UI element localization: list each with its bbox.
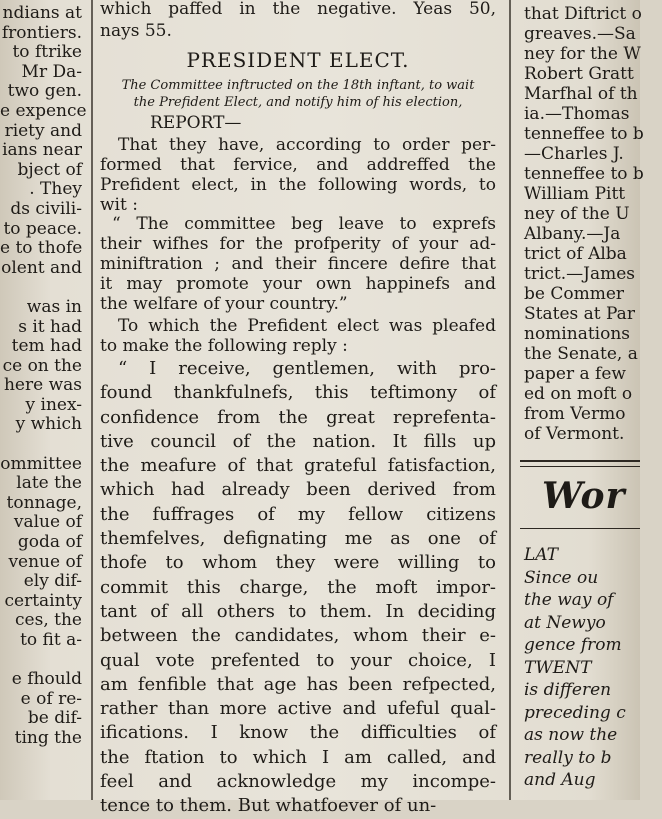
report-label: REPORT— [150,113,242,133]
masthead-rules [520,456,644,471]
right-text-line: ed on moft o [524,384,633,404]
right-text-line: nominations [524,324,631,344]
masthead-rule-top [520,460,640,462]
report-line: That they have, according to order per- [118,135,496,155]
right-lower-line: at Newyo [524,612,606,633]
right-text-line: Marfhal of th [524,84,638,104]
subhead-line: the Prefident Elect, and notify him of his election, [133,95,463,110]
right-lower-line: gence from [524,635,622,655]
left-text-line: be dif- [27,708,82,729]
main-top-line: nays 55. [100,21,172,41]
report-paragraph [100,135,496,215]
right-lower-line: is differen [524,680,612,700]
masthead-rule-bottom [520,528,640,529]
right-text-line: Albany.—Ja [524,224,621,244]
left-text-line [0,435,84,455]
left-text-line: e fhould [11,669,82,690]
main-top-line: which paffed in the negative. Yeas 50, [100,0,496,19]
reply-line: confidence from the great reprefenta- [100,406,496,428]
reply-intro [100,316,496,356]
left-text-line: goda of [17,532,82,553]
reply-line: found thankfulnefs, this teftimony of [100,382,496,404]
left-text-line: e expence [0,100,87,121]
right-text-line: States at Par [524,304,635,324]
president-reply [100,357,496,819]
right-column-text [520,4,644,444]
quote-line: miniftration ; and their fincere defire that [100,254,496,274]
quote-line: their wifhes for the profperity of your ad- [100,234,496,254]
article-subhead [100,77,496,111]
report-line: wit : [100,195,138,215]
intro-line: to make the following reply : [100,336,348,356]
reply-line: themfelves, defignating me as one of [100,528,496,550]
main-top-text [100,0,496,42]
article-heading: PRESIDENT ELECT. [186,48,410,72]
left-text-line: Mr Da- [21,61,82,82]
left-text-line: was in [26,296,82,317]
left-column [0,0,87,800]
right-text-line: be Commer [524,284,625,304]
right-lower-line: TWENT [524,657,592,678]
right-text-line: of Vermont. [524,424,625,444]
right-text-line: ia.—Thomas [524,104,630,124]
reply-line: feel and acknowledge my incompe- [100,771,496,793]
main-column [100,0,496,817]
report-line: Prefident elect, in the following words, to [100,175,496,195]
left-text-line: ces, the [15,610,82,631]
reply-line: the meafure of that grateful fatisfaction, [100,455,496,477]
reply-line: rather than more active and ufeful qual- [100,698,496,720]
report-line: formed that fervice, and addreffed the [100,155,496,175]
right-text-line: trict.—James [524,264,636,284]
right-text-line: tenneffee to b [524,164,644,184]
left-text-line: bject of [17,159,82,180]
right-text-line: from Vermo [524,404,626,424]
left-text-line: ommittee [0,453,82,474]
right-text-line: —Charles J. [524,144,624,164]
reply-line: ifications. I know the difficulties of [100,722,496,744]
left-text-line: s it had [18,316,82,337]
left-text-line: venue of [8,551,82,572]
right-text-line: greaves.—Sa [524,24,636,44]
left-text-line: to peace. [3,218,82,239]
right-text-line: ney of the U [524,204,630,224]
right-lower-line: the way of [524,590,614,610]
subhead-line: The Committee inftructed on the 18th inftant, to wait [121,78,475,93]
left-text-line: certainty [4,590,82,611]
right-lower-line: as now the [524,725,618,745]
left-text-line: tonnage, [6,492,82,513]
column-rule-left [91,0,93,800]
right-lower-line: really to b [524,747,612,768]
quote-line: the welfare of your country.” [100,294,348,314]
reply-line: the ftation to which I am called, and [100,746,496,768]
intro-line: To which the Prefident elect was pleafed [118,316,496,336]
right-text-line: ney for the W [524,44,641,64]
reply-line: which had already been derived from [100,479,496,501]
left-text-line: . They [29,179,82,200]
left-text-line [0,651,84,671]
right-column-lower-text [520,544,640,792]
reply-line: “ I receive, gentlemen, with pro- [118,358,496,379]
left-text-line: ting the [14,727,82,748]
left-text-line: frontiers. [1,22,82,43]
left-text-line [0,278,84,298]
left-text-line: two gen. [7,81,82,102]
quote-line: it may promote your own happinefs and [100,274,496,294]
left-text-line: y inex- [25,394,82,415]
reply-line: qual vote prefented to your choice, I [100,649,496,671]
right-text-line: William Pitt [524,184,626,204]
right-lower-line: preceding c [524,702,626,723]
left-text-line: e of re- [20,688,82,709]
right-column [520,0,644,800]
left-text-line: olent and [1,257,82,278]
right-text-line: that Diftrict o [524,4,642,24]
right-text-line: paper a few [524,364,626,384]
left-text-line: y which [15,414,82,435]
right-text-line: Robert Gratt [524,64,634,84]
left-text-line: e to thofe [0,238,83,259]
left-text-line: ians near [2,140,82,161]
masthead-rule-bottom-wrap [520,524,644,533]
reply-line: tant of all others to them. In deciding [100,600,496,622]
left-text-line: ndians at [2,3,82,23]
reply-line: the fuffrages of my fellow citizens [100,503,496,525]
right-lower-line: Since ou [524,567,599,588]
reply-line: tive council of the nation. It fills up [100,430,496,452]
left-text-line: to ftrike [12,42,82,63]
reply-line: tence to them. But whatfoever of un- [100,795,437,817]
right-text-line: the Senate, a [524,344,638,364]
left-text-line: tem had [11,336,82,357]
right-text-line: tenneffee to b [524,124,644,144]
left-column-text [0,3,87,749]
committee-quote [100,214,496,314]
reply-line: between the candidates, whom their e- [100,625,496,647]
left-text-line: riety and [4,120,82,141]
left-text-line: ce on the [2,355,82,376]
left-text-line: here was [3,375,82,396]
right-lower-line: and Aug [524,770,596,790]
masthead-title: Wor [542,475,626,517]
reply-line: commit this charge, the moft impor- [100,576,496,598]
left-text-line: late the [16,473,82,494]
left-text-line: value of [13,512,82,533]
reply-line: am fenfible that age has been refpected, [100,673,496,695]
left-text-line: ely dif- [23,571,82,592]
right-text-line: trict of Alba [524,244,627,264]
right-lower-line: LAT [524,545,558,565]
left-text-line: ds civili- [10,198,82,219]
quote-line: “ The committee beg leave to exprefs [112,214,496,234]
left-text-line: to fit a- [20,630,82,650]
masthead-rule-mid [520,466,640,467]
reply-line: thofe to whom they were willing to [100,552,496,574]
